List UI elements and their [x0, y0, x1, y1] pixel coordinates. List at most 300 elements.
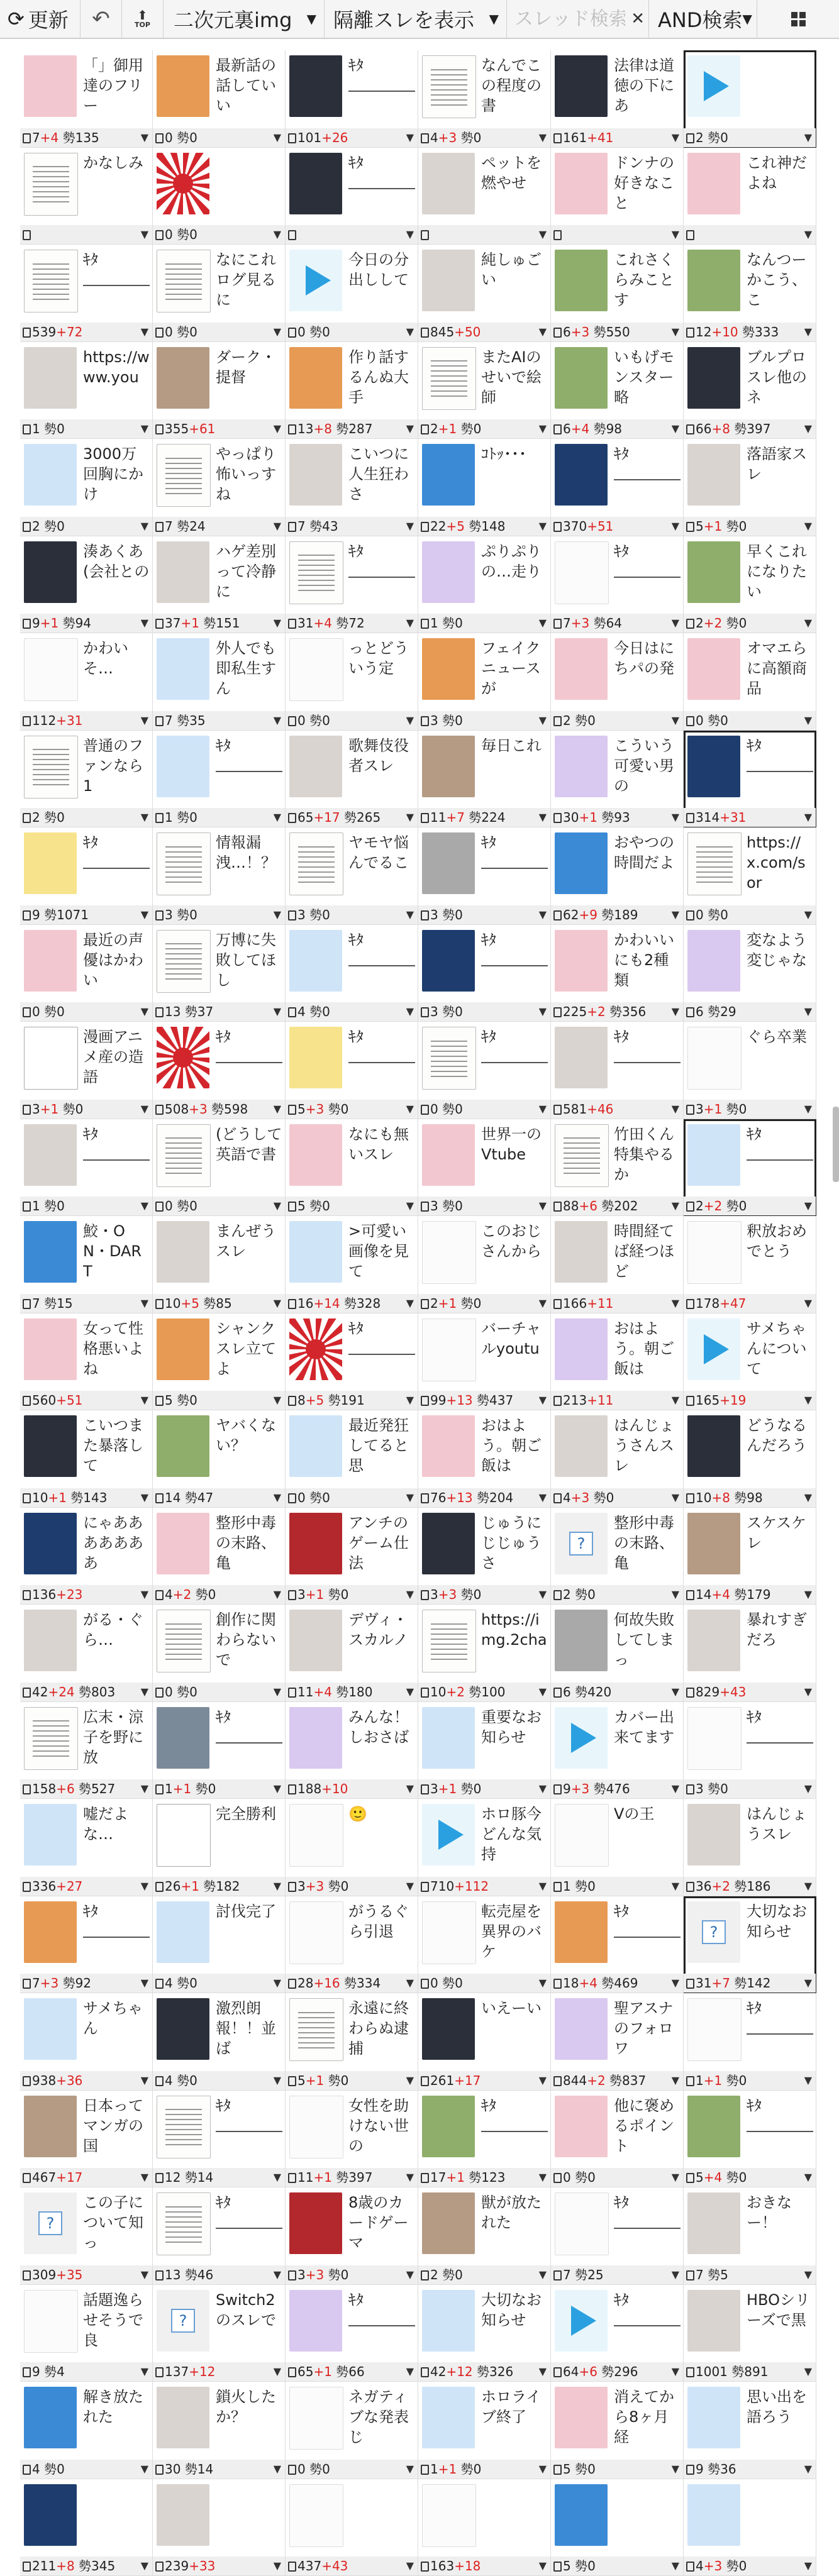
thread-menu-icon[interactable]: ▼: [538, 423, 547, 434]
thread-title[interactable]: 落語家スレ: [747, 445, 807, 483]
thread-title[interactable]: いもげモンスター略: [614, 348, 674, 406]
thread-menu-icon[interactable]: ▼: [671, 519, 679, 532]
thread-menu-icon[interactable]: ▼: [273, 2268, 281, 2280]
thread-thumbnail[interactable]: [555, 1221, 608, 1283]
thread-thumbnail[interactable]: [24, 638, 78, 701]
thread-thumbnail[interactable]: [555, 1027, 608, 1088]
thread-cell[interactable]: [286, 2285, 418, 2382]
thread-title[interactable]: ブルプロスレ他のネ: [747, 348, 807, 406]
thread-thumbnail[interactable]: [555, 2484, 608, 2546]
thread-title[interactable]: 釈放おめでとう: [747, 1222, 807, 1260]
thread-title[interactable]: 毎日これ: [481, 736, 542, 755]
thread-cell[interactable]: [286, 827, 418, 925]
thread-menu-icon[interactable]: ▼: [538, 2171, 547, 2183]
thread-cell[interactable]: [684, 1702, 816, 1799]
thread-thumbnail[interactable]: [289, 930, 342, 992]
thread-cell[interactable]: [684, 2382, 816, 2479]
thread-thumbnail[interactable]: [422, 2387, 475, 2448]
thread-title[interactable]: ｺﾄｯ･･･: [481, 445, 526, 463]
thread-cell[interactable]: [684, 1410, 816, 1508]
thread-menu-icon[interactable]: ▼: [671, 423, 679, 434]
thread-cell[interactable]: [20, 1702, 153, 1799]
thread-thumbnail[interactable]: [555, 2192, 609, 2255]
thread-thumbnail[interactable]: [422, 1804, 475, 1866]
thread-title[interactable]: やっぱり怖いっすね: [216, 445, 276, 503]
thread-title[interactable]: にゃあああああああ: [83, 1513, 143, 1572]
thread-menu-icon[interactable]: ▼: [538, 1200, 547, 1212]
thread-thumbnail[interactable]: [289, 1318, 342, 1380]
thread-menu-icon[interactable]: ▼: [140, 1005, 148, 1017]
thread-menu-icon[interactable]: ▼: [671, 714, 679, 726]
thread-thumbnail[interactable]: [687, 347, 740, 409]
hidden-threads-toggle[interactable]: [325, 0, 507, 38]
thread-thumbnail[interactable]: [24, 250, 78, 312]
thread-menu-icon[interactable]: ▼: [140, 228, 148, 240]
thread-cell[interactable]: [551, 633, 684, 731]
thread-menu-icon[interactable]: ▼: [273, 1783, 281, 1794]
thread-thumbnail[interactable]: [422, 1221, 476, 1284]
thread-menu-icon[interactable]: ▼: [538, 617, 547, 629]
thread-title[interactable]: [348, 2484, 415, 2546]
thread-thumbnail[interactable]: [24, 1318, 77, 1380]
thread-title[interactable]: 変なよう変じゃな: [747, 931, 807, 969]
thread-menu-icon[interactable]: ▼: [140, 811, 148, 823]
thread-cell[interactable]: [153, 2091, 286, 2188]
thread-thumbnail[interactable]: [289, 832, 343, 895]
thread-menu-icon[interactable]: ▼: [140, 2365, 148, 2377]
thread-cell[interactable]: [418, 2091, 551, 2188]
thread-cell[interactable]: [684, 1605, 816, 1702]
thread-menu-icon[interactable]: ▼: [140, 2560, 148, 2572]
thread-cell[interactable]: [153, 1313, 286, 1411]
thread-cell[interactable]: [286, 1799, 418, 1896]
thread-thumbnail[interactable]: [24, 444, 77, 506]
thread-thumbnail[interactable]: [289, 1610, 342, 1671]
thread-thumbnail[interactable]: [422, 55, 476, 118]
thread-thumbnail[interactable]: [289, 1027, 342, 1088]
thread-menu-icon[interactable]: ▼: [671, 2462, 679, 2475]
thread-cell[interactable]: [418, 2187, 551, 2285]
thread-cell[interactable]: [286, 731, 418, 828]
thread-menu-icon[interactable]: ▼: [406, 1879, 414, 1892]
thread-title[interactable]: おはよう。朝ご飯は: [614, 1319, 674, 1378]
thread-title[interactable]: 消えてから8ヶ月経: [614, 2388, 674, 2446]
thread-cell[interactable]: [286, 1119, 418, 1217]
thread-menu-icon[interactable]: ▼: [406, 228, 414, 240]
thread-title[interactable]: ｷﾀ: [614, 2192, 681, 2229]
thread-thumbnail[interactable]: [157, 1513, 209, 1574]
thread-thumbnail[interactable]: [157, 55, 209, 117]
thread-thumbnail[interactable]: [687, 638, 740, 700]
thread-menu-icon[interactable]: ▼: [406, 325, 414, 338]
thread-cell[interactable]: [153, 2382, 286, 2479]
thread-title[interactable]: ぷりぷりの…走り: [481, 542, 542, 580]
thread-cell[interactable]: [684, 1896, 816, 1994]
thread-thumbnail[interactable]: [24, 2096, 77, 2157]
thread-cell[interactable]: [20, 731, 153, 828]
thread-cell[interactable]: [551, 1410, 684, 1508]
thread-thumbnail[interactable]: [555, 1415, 608, 1477]
thread-cell[interactable]: [684, 2187, 816, 2285]
thread-title[interactable]: ダーク・提督: [216, 348, 276, 386]
thread-title[interactable]: 8歳のカードゲーマ: [348, 2194, 409, 2252]
thread-title[interactable]: 純しゅごい: [481, 251, 542, 289]
thread-title[interactable]: Switch2のスレで: [216, 2291, 276, 2329]
thread-thumbnail[interactable]: [555, 638, 608, 700]
thread-menu-icon[interactable]: ▼: [804, 1200, 812, 1212]
thread-cell[interactable]: [551, 342, 684, 439]
thread-menu-icon[interactable]: ▼: [804, 2365, 812, 2377]
thread-thumbnail[interactable]: [555, 153, 608, 214]
thread-menu-icon[interactable]: ▼: [671, 2268, 679, 2280]
thread-menu-icon[interactable]: ▼: [671, 1102, 679, 1115]
thread-cell[interactable]: [286, 1313, 418, 1411]
thread-thumbnail[interactable]: [157, 1998, 209, 2060]
thread-menu-icon[interactable]: ▼: [538, 519, 547, 532]
thread-thumbnail[interactable]: [157, 736, 209, 797]
thread-thumbnail[interactable]: [24, 2192, 77, 2254]
thread-cell[interactable]: [286, 925, 418, 1022]
thread-menu-icon[interactable]: ▼: [538, 2462, 547, 2475]
thread-title[interactable]: ヤバくない？: [216, 1417, 276, 1454]
thread-title[interactable]: 世界一のVtube: [481, 1125, 542, 1163]
thread-menu-icon[interactable]: ▼: [140, 1879, 148, 1892]
thread-cell[interactable]: [684, 536, 816, 634]
thread-title[interactable]: 今日はにちパの発: [614, 639, 674, 677]
thread-menu-icon[interactable]: ▼: [273, 1977, 281, 1989]
thread-title[interactable]: 法律は道徳の下にあ: [614, 57, 674, 114]
thread-title[interactable]: 思い出を語ろう: [747, 2388, 807, 2426]
thread-menu-icon[interactable]: ▼: [140, 1296, 148, 1309]
thread-menu-icon[interactable]: ▼: [406, 2365, 414, 2377]
thread-thumbnail[interactable]: [687, 832, 742, 895]
thread-menu-icon[interactable]: ▼: [804, 2268, 812, 2280]
thread-menu-icon[interactable]: ▼: [140, 2268, 148, 2280]
thread-title[interactable]: かなしみ: [83, 153, 143, 172]
thread-menu-icon[interactable]: ▼: [671, 228, 679, 240]
thread-title[interactable]: [216, 2484, 282, 2546]
thread-menu-icon[interactable]: ▼: [273, 519, 281, 532]
thread-cell[interactable]: [286, 536, 418, 634]
thread-title[interactable]: おはよう。朝ご飯は: [481, 1417, 542, 1474]
thread-cell[interactable]: [551, 1119, 684, 1217]
thread-menu-icon[interactable]: ▼: [273, 617, 281, 629]
thread-cell[interactable]: [418, 2285, 551, 2382]
thread-cell[interactable]: [684, 2091, 816, 2188]
thread-cell[interactable]: [551, 536, 684, 634]
thread-thumbnail[interactable]: [289, 638, 343, 701]
thread-title[interactable]: 作り話するんぬ大手: [348, 348, 409, 406]
thread-cell[interactable]: [418, 1216, 551, 1313]
thread-title[interactable]: [747, 55, 813, 117]
thread-thumbnail[interactable]: [289, 250, 342, 311]
thread-title[interactable]: 🙂: [348, 1805, 367, 1823]
thread-cell[interactable]: [20, 1313, 153, 1411]
thread-thumbnail[interactable]: [555, 1804, 609, 1867]
thread-thumbnail[interactable]: [555, 736, 608, 797]
thread-cell[interactable]: [684, 1508, 816, 1605]
thread-cell[interactable]: [551, 1605, 684, 1702]
thread-cell[interactable]: [153, 148, 286, 245]
thread-thumbnail[interactable]: [422, 2484, 476, 2547]
thread-title[interactable]: 最近発狂してると思: [348, 1417, 409, 1474]
thread-title[interactable]: ｷﾀ: [348, 2290, 415, 2326]
thread-cell[interactable]: [418, 633, 551, 731]
thread-thumbnail[interactable]: [687, 1027, 742, 1090]
thread-cell[interactable]: [20, 925, 153, 1022]
thread-menu-icon[interactable]: ▼: [406, 131, 414, 143]
thread-menu-icon[interactable]: ▼: [671, 1491, 679, 1503]
thread-menu-icon[interactable]: ▼: [406, 1491, 414, 1503]
thread-cell[interactable]: [551, 1022, 684, 1119]
thread-title[interactable]: こいつまた暴落して: [83, 1417, 143, 1474]
thread-menu-icon[interactable]: ▼: [671, 2171, 679, 2183]
thread-cell[interactable]: [286, 2382, 418, 2479]
thread-menu-icon[interactable]: ▼: [140, 423, 148, 434]
thread-thumbnail[interactable]: [422, 444, 475, 506]
thread-title[interactable]: [614, 2484, 681, 2546]
thread-menu-icon[interactable]: ▼: [273, 131, 281, 143]
thread-title[interactable]: カバー出来てます: [614, 1708, 674, 1746]
thread-menu-icon[interactable]: ▼: [406, 519, 414, 532]
thread-thumbnail[interactable]: [687, 1124, 740, 1186]
thread-menu-icon[interactable]: ▼: [140, 2171, 148, 2183]
search-input[interactable]: [513, 8, 626, 31]
thread-thumbnail[interactable]: [687, 541, 740, 603]
thread-thumbnail[interactable]: [555, 2387, 608, 2448]
thread-cell[interactable]: [418, 1799, 551, 1896]
thread-thumbnail[interactable]: [24, 153, 78, 216]
clear-icon[interactable]: ✕: [631, 9, 645, 28]
thread-thumbnail[interactable]: [687, 2387, 740, 2448]
thread-cell[interactable]: [20, 2091, 153, 2188]
thread-title[interactable]: 討伐完了: [216, 1902, 276, 1920]
thread-title[interactable]: この子について知っ: [83, 2194, 143, 2252]
thread-title[interactable]: 湊あくあ(会社との: [83, 542, 150, 580]
thread-menu-icon[interactable]: ▼: [671, 1296, 679, 1309]
thread-cell[interactable]: [153, 1119, 286, 1217]
thread-title[interactable]: 女って性格悪いよね: [83, 1319, 143, 1378]
thread-thumbnail[interactable]: [289, 2290, 342, 2352]
thread-cell[interactable]: [418, 50, 551, 148]
thread-menu-icon[interactable]: ▼: [273, 811, 281, 823]
thread-thumbnail[interactable]: [687, 2290, 740, 2352]
thread-thumbnail[interactable]: [157, 250, 211, 312]
thread-menu-icon[interactable]: ▼: [273, 1879, 281, 1892]
thread-menu-icon[interactable]: ▼: [804, 2560, 812, 2572]
thread-title[interactable]: ｷﾀ: [348, 1318, 415, 1355]
thread-thumbnail[interactable]: [555, 2290, 608, 2352]
thread-title[interactable]: こういう可愛い男の: [614, 736, 674, 795]
thread-thumbnail[interactable]: [555, 2096, 608, 2157]
thread-menu-icon[interactable]: ▼: [804, 1394, 812, 1406]
thread-thumbnail[interactable]: [289, 2096, 343, 2159]
thread-thumbnail[interactable]: [289, 1124, 342, 1186]
thread-title[interactable]: ｷﾀ: [83, 1124, 150, 1161]
thread-menu-icon[interactable]: ▼: [804, 2074, 812, 2086]
thread-title[interactable]: 情報漏洩…！？: [216, 834, 276, 871]
thread-thumbnail[interactable]: [687, 2192, 740, 2254]
thread-cell[interactable]: [153, 50, 286, 148]
thread-cell[interactable]: [418, 439, 551, 536]
thread-thumbnail[interactable]: [24, 1804, 77, 1866]
thread-title[interactable]: なんつーかこう、こ: [747, 251, 807, 309]
thread-menu-icon[interactable]: ▼: [273, 1588, 281, 1600]
thread-cell[interactable]: [551, 1993, 684, 2091]
thread-title[interactable]: [83, 2484, 150, 2546]
thread-thumbnail[interactable]: [157, 832, 211, 895]
thread-cell[interactable]: [20, 1799, 153, 1896]
thread-thumbnail[interactable]: [555, 1998, 608, 2060]
thread-cell[interactable]: [418, 1702, 551, 1799]
thread-menu-icon[interactable]: ▼: [406, 2171, 414, 2183]
thread-title[interactable]: 整形中毒の末路、亀: [216, 1513, 276, 1572]
thread-menu-icon[interactable]: ▼: [671, 1879, 679, 1892]
thread-thumbnail[interactable]: [157, 1124, 211, 1187]
thread-cell[interactable]: [20, 633, 153, 731]
thread-menu-icon[interactable]: ▼: [671, 1200, 679, 1212]
thread-title[interactable]: ペットを燃やせ: [481, 153, 542, 192]
thread-menu-icon[interactable]: ▼: [538, 1102, 547, 1115]
thread-title[interactable]: ｷﾀ: [83, 1901, 150, 1938]
thread-menu-icon[interactable]: ▼: [671, 2074, 679, 2086]
thread-cell[interactable]: [153, 731, 286, 828]
thread-menu-icon[interactable]: ▼: [140, 714, 148, 726]
thread-thumbnail[interactable]: [687, 1804, 740, 1866]
thread-cell[interactable]: [418, 1993, 551, 2091]
thread-thumbnail[interactable]: [157, 930, 211, 993]
thread-thumbnail[interactable]: [555, 930, 608, 992]
thread-menu-icon[interactable]: ▼: [140, 2462, 148, 2475]
thread-cell[interactable]: [418, 827, 551, 925]
thread-menu-icon[interactable]: ▼: [406, 1685, 414, 1698]
thread-title[interactable]: かわいいにも2種類: [614, 931, 674, 989]
thread-cell[interactable]: [684, 1022, 816, 1119]
thread-thumbnail[interactable]: [687, 55, 740, 117]
thread-title[interactable]: 普通のファンなら1: [83, 736, 143, 795]
thread-cell[interactable]: [153, 1508, 286, 1605]
thread-cell[interactable]: [20, 1896, 153, 1994]
thread-cell[interactable]: [418, 2479, 551, 2576]
thread-thumbnail[interactable]: [289, 2484, 343, 2547]
thread-cell[interactable]: [286, 1605, 418, 1702]
thread-title[interactable]: ｷﾀ: [348, 55, 415, 92]
thread-menu-icon[interactable]: ▼: [140, 617, 148, 629]
thread-menu-icon[interactable]: ▼: [538, 1491, 547, 1503]
thread-cell[interactable]: [551, 1313, 684, 1411]
thread-title[interactable]: はんじょうスレ: [747, 1805, 807, 1843]
thread-cell[interactable]: [551, 2091, 684, 2188]
top-button[interactable]: [122, 0, 164, 38]
thread-cell[interactable]: [153, 439, 286, 536]
thread-thumbnail[interactable]: [422, 541, 475, 603]
thread-menu-icon[interactable]: ▼: [804, 1491, 812, 1503]
thread-thumbnail[interactable]: [687, 1415, 740, 1477]
thread-title[interactable]: ｷﾀ: [481, 1027, 548, 1063]
thread-thumbnail[interactable]: [157, 2290, 209, 2352]
thread-cell[interactable]: [153, 1896, 286, 1994]
thread-cell[interactable]: [153, 1410, 286, 1508]
thread-thumbnail[interactable]: [157, 541, 209, 603]
thread-cell[interactable]: [20, 439, 153, 536]
thread-cell[interactable]: [153, 536, 286, 634]
thread-title[interactable]: ヤモヤ悩んでるこ: [348, 834, 409, 871]
thread-title[interactable]: ぐら卒業: [747, 1028, 807, 1046]
thread-title[interactable]: HBOシリーズで黒: [747, 2291, 810, 2329]
thread-cell[interactable]: [153, 1605, 286, 1702]
thread-cell[interactable]: [20, 1410, 153, 1508]
thread-menu-icon[interactable]: ▼: [140, 2074, 148, 2086]
thread-title[interactable]: 万博に失敗してほし: [216, 931, 276, 989]
thread-thumbnail[interactable]: [24, 736, 78, 799]
thread-cell[interactable]: [153, 1702, 286, 1799]
thread-cell[interactable]: [286, 1022, 418, 1119]
thread-thumbnail[interactable]: [422, 2096, 475, 2157]
thread-title[interactable]: 最近の声優はかわい: [83, 931, 143, 989]
thread-title[interactable]: ｷﾀ: [614, 1027, 681, 1063]
thread-cell[interactable]: [418, 1313, 551, 1411]
thread-title[interactable]: 永遠に終わらぬ逮捕: [348, 1999, 409, 2057]
thread-thumbnail[interactable]: [24, 1610, 77, 1671]
thread-thumbnail[interactable]: [687, 736, 740, 797]
thread-title[interactable]: 漫画アニメ産の造語: [83, 1028, 143, 1086]
thread-menu-icon[interactable]: ▼: [273, 2074, 281, 2086]
thread-thumbnail[interactable]: [157, 1707, 209, 1769]
thread-cell[interactable]: [153, 342, 286, 439]
thread-cell[interactable]: [20, 1022, 153, 1119]
thread-thumbnail[interactable]: [422, 638, 475, 700]
thread-thumbnail[interactable]: [422, 1027, 476, 1090]
thread-title[interactable]: [747, 2484, 813, 2546]
thread-menu-icon[interactable]: ▼: [671, 2560, 679, 2572]
thread-title[interactable]: フェイクニュースが: [481, 639, 541, 697]
thread-thumbnail[interactable]: [687, 1707, 742, 1770]
thread-cell[interactable]: [20, 2187, 153, 2285]
thread-title[interactable]: っとどういう定: [348, 639, 409, 677]
thread-menu-icon[interactable]: ▼: [804, 131, 812, 143]
thread-menu-icon[interactable]: ▼: [140, 1491, 148, 1503]
and-search-select[interactable]: [649, 0, 757, 38]
thread-menu-icon[interactable]: ▼: [671, 1977, 679, 1989]
thread-thumbnail[interactable]: [289, 55, 342, 117]
thread-cell[interactable]: [551, 148, 684, 245]
thread-title[interactable]: https://x.com/sor: [747, 834, 806, 892]
thread-thumbnail[interactable]: [422, 153, 475, 214]
thread-menu-icon[interactable]: ▼: [804, 325, 812, 338]
thread-title[interactable]: ｷﾀ: [747, 1707, 813, 1744]
thread-cell[interactable]: [286, 245, 418, 342]
thread-title[interactable]: 日本ってマンガの国: [83, 2096, 143, 2155]
thread-cell[interactable]: [153, 827, 286, 925]
thread-thumbnail[interactable]: [555, 1124, 609, 1187]
thread-menu-icon[interactable]: ▼: [538, 2074, 547, 2086]
thread-cell[interactable]: [153, 633, 286, 731]
thread-cell[interactable]: [20, 50, 153, 148]
thread-menu-icon[interactable]: ▼: [804, 519, 812, 532]
thread-menu-icon[interactable]: ▼: [671, 1685, 679, 1698]
thread-title[interactable]: 創作に関わらないで: [216, 1611, 276, 1669]
thread-title[interactable]: デヴィ・スカルノ: [348, 1611, 409, 1649]
thread-menu-icon[interactable]: ▼: [804, 714, 812, 726]
thread-menu-icon[interactable]: ▼: [538, 1685, 547, 1698]
thread-thumbnail[interactable]: [24, 1513, 77, 1574]
thread-thumbnail[interactable]: [555, 1318, 608, 1380]
thread-title[interactable]: ｷﾀ: [348, 541, 415, 578]
thread-menu-icon[interactable]: ▼: [406, 2074, 414, 2086]
thread-title[interactable]: 完全勝利: [216, 1805, 276, 1823]
thread-cell[interactable]: [20, 1119, 153, 1217]
thread-menu-icon[interactable]: ▼: [273, 1102, 281, 1115]
